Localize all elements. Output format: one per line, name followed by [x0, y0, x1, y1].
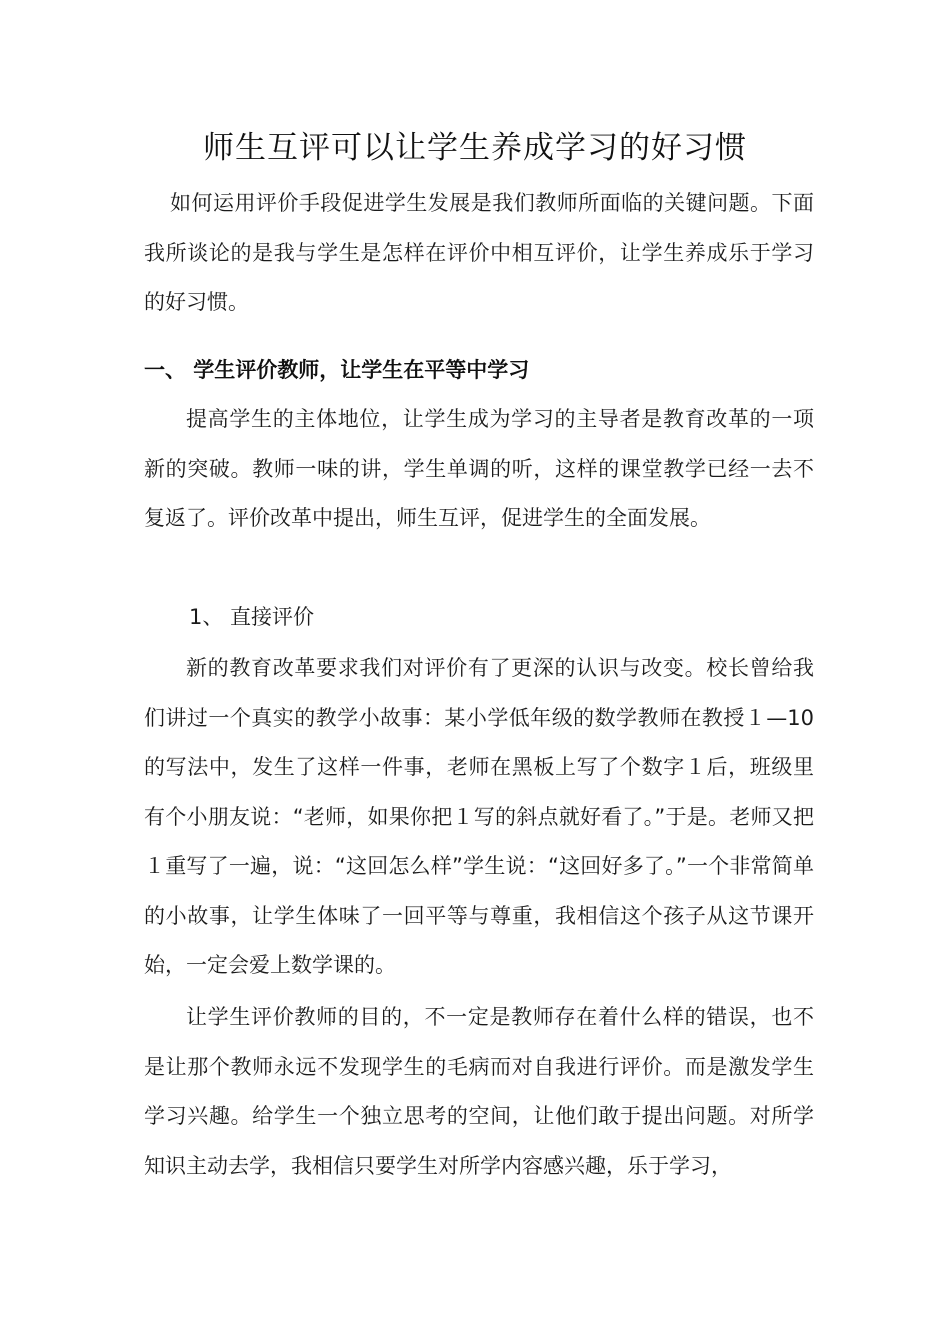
- section-1-heading: 一、 学生评价教师，让学生在平等中学习: [144, 358, 530, 382]
- document-title: 师生互评可以让学生养成学习的好习惯: [203, 130, 747, 166]
- section-1-paragraph: 提高学生的主体地位，让学生成为学习的主导者是教育改革的一项新的突破。教师一味的讲，学生单调的听，这样的课堂教学已经一去不复返了。评价改革中提出，师生互评，促进学生的全面发展。: [144, 407, 814, 530]
- subsection-1-paragraph-2: 让学生评价教师的目的，不一定是教师存在着什么样的错误，也不是让那个教师永远不发现学生的毛病而对自我进行评价。而是激发学生学习兴趣。给学生一个独立思考的空间，让他们敢于提出问题。对所学知识主动去学，我相信只要学生对所学内容感兴趣，乐于学习，: [144, 1005, 814, 1178]
- intro-paragraph: 如何运用评价手段促进学生发展是我们教师所面临的关键问题。下面我所谈论的是我与学生是怎样在评价中相互评价，让学生养成乐于学习的好习惯。: [144, 191, 814, 314]
- subsection-1-heading: 1、 直接评价: [189, 605, 315, 629]
- subsection-1-paragraph-1: 新的教育改革要求我们对评价有了更深的认识与改变。校长曾给我们讲过一个真实的教学小故事：某小学低年级的数学教师在教授１—10的写法中，发生了这样一件事，老师在黑板上写了个数字１后，班级里有个小朋友说：“老师，如果你把１写的斜点就好看了。”于是。老师又把１重写了一遍，说：“这回怎么样”学生说：“这回好多了。”一个非常简单的小故事，让学生体味了一回平等与尊重，我相信这个孩子从这节课开始，一定会爱上数学课的。: [144, 656, 814, 977]
